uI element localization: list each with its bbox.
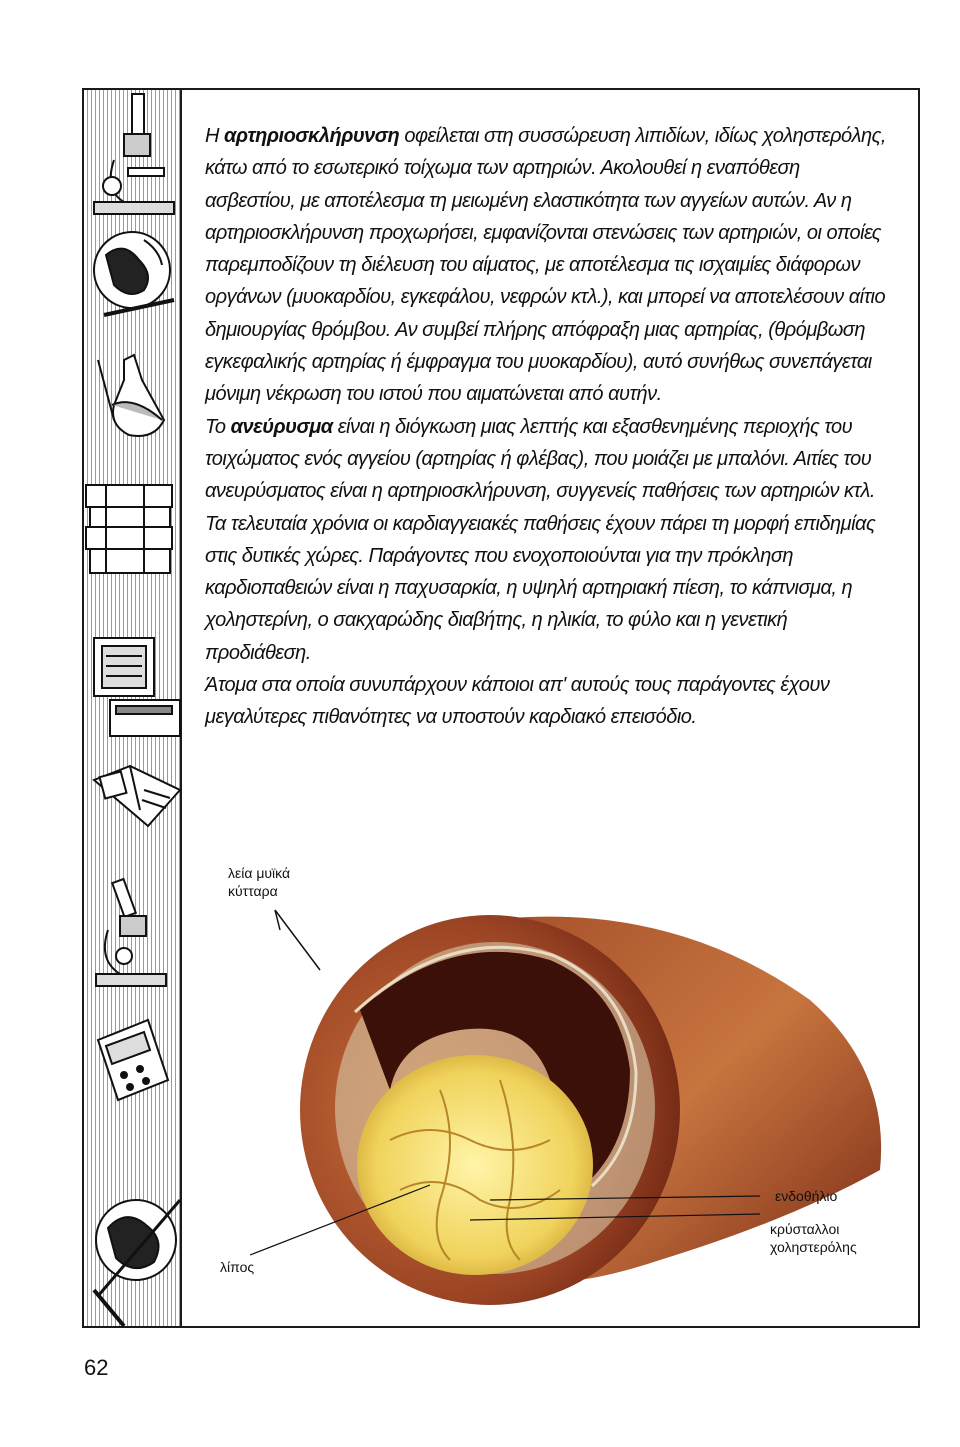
microscope-icon [96, 879, 166, 986]
flask-icon [98, 355, 164, 436]
page-number: 62 [84, 1355, 109, 1380]
paragraph-aneurysm: Το ανεύρυσμα είναι η διόγκωση μιας λεπτής και εξασθενημένης περιοχής του τοιχώματος ενός αγγείου (αρτηρίας ή φλέβας), που μοιάζει με μπαλόνι. Αιτίες του ανευρύσματος είναι η αρτηριοσκλήρυνση, συγγενείς παθήσεις των αρτηριών κτλ. [205, 415, 875, 503]
fat-plaque [357, 1055, 593, 1275]
paragraph-atherosclerosis: Η αρτηριοσκλήρυνση οφείλεται στη συσσώρευση λιπιδίων, ιδίως χοληστερόλης, κάτω από το εσωτερικό τοίχωμα των αρτηριών. Ακολουθεί η εναπόθεση ασβεστίου, με αποτέλεσμα τη μειωμένη ελαστικότητα των αγγείων αυτών. Αν η αρτηριοσκλήρυνση προχωρήσει, εμφανίζονται στενώσεις των αρτηριών, οι οποίες παρεμποδίζουν τη διέλευση του αίματος, με αποτέλεσμα τις ισχαιμίες διάφορων οργάνων (μυοκαρδίου, εγκεφάλου, νεφρών κτλ.), και μπορεί να αποτελέσουν αίτιο δημιουργίας θρόμβου. Αν συμβεί πλήρης απόφραξη μιας αρτηρίας, (θρόμβωση εγκεφαλικής αρτηρίας ή έμφραγμα του μυοκαρδίου), αυτό συνήθως συνεπάγεται μόνιμη νέκρωση του ιστού που αιματώνεται από αυτήν. [205, 125, 886, 406]
paragraph-conclusion: Άτομα στα οποία συνυπάρχουν κάποιοι απ' αυτούς τους παράγοντες έχουν μεγαλύτερες πιθανότητες να υποστούν καρδιακό επεισόδιο. [205, 674, 830, 729]
globe-icon [94, 1200, 180, 1326]
calculator-icon [98, 1020, 168, 1100]
label-cholesterol-crystals: κρύσταλλοι χοληστερόλης [770, 1221, 857, 1255]
artery-cross-section-figure [190, 840, 900, 1320]
label-smooth-muscle: λεία μυϊκά κύτταρα [228, 865, 291, 899]
books-icon [86, 485, 172, 573]
term-bold: ανεύρυσμα [230, 415, 333, 438]
computer-icon [94, 638, 180, 736]
globe-icon [94, 232, 174, 315]
open-book-icon [94, 766, 180, 826]
main-text [205, 120, 890, 734]
label-endothelium: ενδοθήλιο [775, 1188, 838, 1204]
microscope-icon [94, 94, 174, 214]
decorative-sidebar [84, 90, 182, 1326]
label-fat: λίπος [220, 1259, 255, 1275]
term-bold: αρτηριοσκλήρυνση [224, 125, 400, 147]
paragraph-risk-factors: Τα τελευταία χρόνια οι καρδιαγγειακές παθήσεις έχουν πάρει τη μορφή επιδημίας στις δυτικές χώρες. Παράγοντες που ενοχοποιούνται για την πρόκληση καρδιοπαθειών είναι η παχυσαρκία, η υψηλή αρτηριακή πίεση, το κάπνισμα, η χοληστερίνη, ο σακχαρώδης διαβήτης, η ηλικία, το φύλο και η γενετική προδιάθεση. [205, 512, 876, 664]
